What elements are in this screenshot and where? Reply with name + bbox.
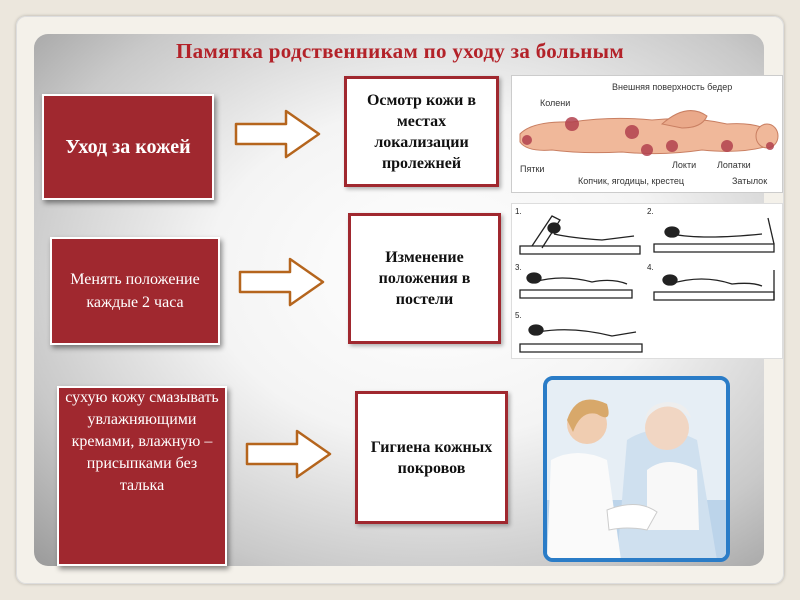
label-sacrum: Копчик, ягодицы, крестец bbox=[578, 176, 685, 186]
right-box-skin-hygiene: Гигиена кожных покровов bbox=[355, 391, 508, 524]
position-number: 4. bbox=[647, 263, 654, 272]
page-title: Памятка родственникам по уходу за больным bbox=[176, 39, 624, 63]
label-heels: Пятки bbox=[520, 164, 545, 174]
position-number: 5. bbox=[515, 311, 522, 320]
label-elbows: Локти bbox=[672, 160, 697, 170]
arrow-right-icon bbox=[238, 256, 326, 308]
right-box-position-change: Изменение положения в постели bbox=[348, 213, 501, 344]
bed-positions-image bbox=[511, 203, 783, 359]
left-box-skin-care bbox=[42, 94, 214, 200]
left-box-change-position: Менять положение каждые 2 часа bbox=[50, 237, 220, 345]
left-box-skin-cream: сухую кожу смазывать увлажняющими кремами, влажную – присыпками без талька bbox=[57, 386, 227, 566]
position-number: 3. bbox=[515, 263, 522, 272]
label-shoulder-blades: Лопатки bbox=[717, 160, 751, 170]
position-number: 2. bbox=[647, 207, 654, 216]
label-outer-thigh: Внешняя поверхность бедер bbox=[612, 82, 733, 92]
caregiver-photo bbox=[543, 376, 730, 562]
label-occiput: Затылок bbox=[732, 176, 768, 186]
position-number: 1. bbox=[515, 207, 522, 216]
right-box-skin-inspection: Осмотр кожи в местах локализации пролежней bbox=[344, 76, 499, 187]
arrow-right-icon bbox=[245, 428, 333, 480]
pressure-points-image bbox=[511, 75, 783, 193]
left-box-skin-care-text: Уход за кожей bbox=[65, 136, 191, 158]
arrow-right-icon bbox=[234, 108, 322, 160]
label-knees: Колени bbox=[540, 98, 571, 108]
